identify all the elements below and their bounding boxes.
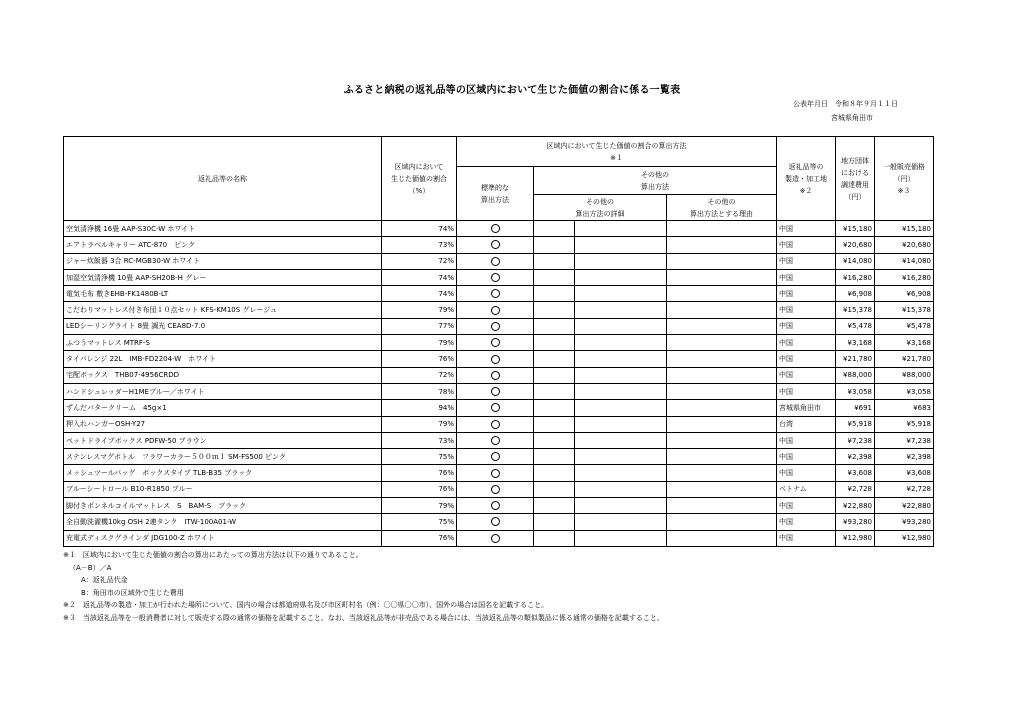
standard-method-cell <box>457 221 534 237</box>
other-method-cell <box>534 416 575 432</box>
standard-method-cell <box>457 318 534 334</box>
other-detail-cell <box>575 237 667 253</box>
table-row <box>64 400 934 416</box>
note-3: ※３ 当該返礼品等を一般消費者に対して販売する際の通常の価格を記載すること。なお、当該返礼品等が非売品である場合には、当該返礼品等の類似製品に係る通常の価格を記載すること。 <box>63 613 664 622</box>
item-name: 押入れハンガーOSH-Y27 <box>64 416 382 432</box>
other-detail-cell <box>575 367 667 383</box>
other-detail-cell <box>575 530 667 546</box>
price-cell: ¥22,880 <box>875 498 934 514</box>
standard-method-cell <box>457 253 534 269</box>
cost-cell: ¥12,980 <box>836 530 875 546</box>
price-cell: ¥12,980 <box>875 530 934 546</box>
cost-cell: ¥2,728 <box>836 481 875 497</box>
cost-cell: ¥7,238 <box>836 432 875 448</box>
other-method-cell <box>534 269 575 285</box>
header-calc-method: 区域内において生じた価値の割合の算出方法 ※１ <box>457 137 777 167</box>
cost-cell: ¥3,058 <box>836 383 875 399</box>
other-detail-cell <box>575 498 667 514</box>
item-name: 脚付きポンネルコイルマットレス S BAM-S ブラック <box>64 498 382 514</box>
origin-cell: 中国 <box>777 383 836 399</box>
origin-cell: 中国 <box>777 514 836 530</box>
publication-date: 公表年月日 令和８年９月１１日 <box>793 100 898 108</box>
ratio-cell: 76% <box>382 530 457 546</box>
ratio-cell: 73% <box>382 432 457 448</box>
price-cell: ¥21,780 <box>875 351 934 367</box>
standard-method-cell <box>457 432 534 448</box>
ratio-cell: 79% <box>382 302 457 318</box>
table-row <box>64 449 934 465</box>
other-detail-cell <box>575 351 667 367</box>
circle-mark-icon <box>491 322 500 331</box>
cost-cell: ¥6,908 <box>836 286 875 302</box>
price-cell: ¥16,280 <box>875 269 934 285</box>
other-detail-cell <box>575 465 667 481</box>
price-cell: ¥7,238 <box>875 432 934 448</box>
origin-cell: 中国 <box>777 318 836 334</box>
cost-cell: ¥3,168 <box>836 335 875 351</box>
item-name: ブルーシートロール B10-R1850 ブルー <box>64 481 382 497</box>
other-method-cell <box>534 302 575 318</box>
table-row <box>64 514 934 530</box>
price-cell: ¥14,080 <box>875 253 934 269</box>
price-cell: ¥683 <box>875 400 934 416</box>
standard-method-cell <box>457 416 534 432</box>
standard-method-cell <box>457 302 534 318</box>
standard-method-cell <box>457 335 534 351</box>
header-standard: 標準的な 算出方法 <box>457 167 534 221</box>
price-cell: ¥15,180 <box>875 221 934 237</box>
origin-cell: 中国 <box>777 335 836 351</box>
table-row <box>64 318 934 334</box>
table-row <box>64 351 934 367</box>
note-2: ※２ 返礼品等の製造・加工が行われた場所について、国内の場合は都道府県名及び市区町村名（例：〇〇県〇〇市）、国外の場合は国名を記載すること。 <box>63 601 549 609</box>
standard-method-cell <box>457 465 534 481</box>
table-row <box>64 253 934 269</box>
cost-cell: ¥20,680 <box>836 237 875 253</box>
standard-method-cell <box>457 383 534 399</box>
other-detail-cell <box>575 221 667 237</box>
header-other-detail: その他の 算出方法の詳細 <box>534 195 667 221</box>
origin-cell: 中国 <box>777 286 836 302</box>
other-method-cell <box>534 481 575 497</box>
table-row <box>64 302 934 318</box>
origin-cell: 中国 <box>777 449 836 465</box>
other-detail-cell <box>575 416 667 432</box>
other-method-cell <box>534 400 575 416</box>
other-reason-cell <box>667 237 777 253</box>
ratio-cell: 79% <box>382 335 457 351</box>
item-name: 空気清浄機 16畳 AAP-S30C-W ホワイト <box>64 221 382 237</box>
other-reason-cell <box>667 481 777 497</box>
note-1: ※１ 区域内において生じた価値の割合の算出にあたっての算出方法は以下の通りであること。 <box>63 551 363 559</box>
other-detail-cell <box>575 335 667 351</box>
table-row <box>64 383 934 399</box>
price-cell: ¥5,918 <box>875 416 934 432</box>
ratio-cell: 78% <box>382 383 457 399</box>
other-method-cell <box>534 498 575 514</box>
note-1-formula: （A－B）／A <box>69 563 112 572</box>
other-reason-cell <box>667 383 777 399</box>
price-cell: ¥20,680 <box>875 237 934 253</box>
cost-cell: ¥15,180 <box>836 221 875 237</box>
ratio-cell: 94% <box>382 400 457 416</box>
header-other: その他の 算出方法 <box>534 167 777 195</box>
other-detail-cell <box>575 302 667 318</box>
ratio-cell: 77% <box>382 318 457 334</box>
table-row <box>64 221 934 237</box>
item-name: ジャー炊飯器 3合 RC-MGB30-W ホワイト <box>64 253 382 269</box>
circle-mark-icon <box>491 420 500 429</box>
origin-cell: 中国 <box>777 498 836 514</box>
ratio-cell: 75% <box>382 514 457 530</box>
page-title: ふるさと納税の返礼品等の区域内において生じた価値の割合に係る一覧表 <box>343 85 681 96</box>
circle-mark-icon <box>491 452 500 461</box>
other-reason-cell <box>667 221 777 237</box>
ratio-cell: 79% <box>382 416 457 432</box>
cost-cell: ¥15,378 <box>836 302 875 318</box>
circle-mark-icon <box>491 469 500 478</box>
other-method-cell <box>534 514 575 530</box>
item-name: 全自動洗濯機10kg OSH 2連タンク ITW-100A01-W <box>64 514 382 530</box>
table-row <box>64 530 934 546</box>
returns-table <box>63 136 934 547</box>
cost-cell: ¥3,608 <box>836 465 875 481</box>
other-method-cell <box>534 221 575 237</box>
table-row <box>64 432 934 448</box>
cost-cell: ¥5,918 <box>836 416 875 432</box>
origin-cell: 中国 <box>777 269 836 285</box>
other-method-cell <box>534 318 575 334</box>
price-cell: ¥2,398 <box>875 449 934 465</box>
header-price: 一般販売価格 （円） ※３ <box>875 137 934 221</box>
cost-cell: ¥16,280 <box>836 269 875 285</box>
price-cell: ¥3,058 <box>875 383 934 399</box>
item-name: エアトラベルキャリー ATC-870 ピンク <box>64 237 382 253</box>
circle-mark-icon <box>491 517 500 526</box>
other-detail-cell <box>575 318 667 334</box>
other-detail-cell <box>575 400 667 416</box>
other-detail-cell <box>575 383 667 399</box>
other-method-cell <box>534 253 575 269</box>
other-reason-cell <box>667 400 777 416</box>
ratio-cell: 76% <box>382 465 457 481</box>
item-name: メッシュツールバッグ ボックスタイプ TLB-B35 ブラック <box>64 465 382 481</box>
note-1-b: B：角田市の区域外で生じた費用 <box>81 588 184 597</box>
circle-mark-icon <box>491 485 500 494</box>
item-name: ペットドライブボックス PDFW-50 ブラウン <box>64 432 382 448</box>
other-method-cell <box>534 351 575 367</box>
origin-cell: 中国 <box>777 432 836 448</box>
price-cell: ¥15,378 <box>875 302 934 318</box>
price-cell: ¥3,168 <box>875 335 934 351</box>
origin-cell: 中国 <box>777 367 836 383</box>
ratio-cell: 79% <box>382 498 457 514</box>
origin-cell: 中国 <box>777 351 836 367</box>
standard-method-cell <box>457 237 534 253</box>
circle-mark-icon <box>491 289 500 298</box>
table-row <box>64 286 934 302</box>
origin-cell: 中国 <box>777 530 836 546</box>
circle-mark-icon <box>491 338 500 347</box>
table-row <box>64 498 934 514</box>
ratio-cell: 72% <box>382 253 457 269</box>
other-reason-cell <box>667 530 777 546</box>
price-cell: ¥93,280 <box>875 514 934 530</box>
other-reason-cell <box>667 465 777 481</box>
ratio-cell: 73% <box>382 237 457 253</box>
standard-method-cell <box>457 514 534 530</box>
standard-method-cell <box>457 367 534 383</box>
item-name: ずんだバタークリーム 45g×1 <box>64 400 382 416</box>
circle-mark-icon <box>491 436 500 445</box>
table-row <box>64 481 934 497</box>
price-cell: ¥5,478 <box>875 318 934 334</box>
standard-method-cell <box>457 351 534 367</box>
other-reason-cell <box>667 351 777 367</box>
standard-method-cell <box>457 481 534 497</box>
city-name: 宮城県角田市 <box>831 114 873 122</box>
item-name: タイパレンジ 22L IMB-FD2204-W ホワイト <box>64 351 382 367</box>
ratio-cell: 75% <box>382 449 457 465</box>
other-reason-cell <box>667 318 777 334</box>
table-row <box>64 237 934 253</box>
ratio-cell: 76% <box>382 351 457 367</box>
other-method-cell <box>534 367 575 383</box>
other-detail-cell <box>575 269 667 285</box>
other-method-cell <box>534 432 575 448</box>
table-row <box>64 416 934 432</box>
notes <box>63 549 664 624</box>
other-detail-cell <box>575 514 667 530</box>
table-row <box>64 367 934 383</box>
price-cell: ¥3,608 <box>875 465 934 481</box>
origin-cell: 中国 <box>777 302 836 318</box>
circle-mark-icon <box>491 387 500 396</box>
note-1-a: A：返礼品代金 <box>81 576 128 584</box>
other-detail-cell <box>575 253 667 269</box>
cost-cell: ¥93,280 <box>836 514 875 530</box>
circle-mark-icon <box>491 355 500 364</box>
ratio-cell: 74% <box>382 269 457 285</box>
price-cell: ¥88,000 <box>875 367 934 383</box>
cost-cell: ¥2,398 <box>836 449 875 465</box>
other-reason-cell <box>667 302 777 318</box>
other-detail-cell <box>575 449 667 465</box>
other-reason-cell <box>667 449 777 465</box>
circle-mark-icon <box>491 306 500 315</box>
circle-mark-icon <box>491 403 500 412</box>
price-cell: ¥6,908 <box>875 286 934 302</box>
origin-cell: 中国 <box>777 237 836 253</box>
ratio-cell: 74% <box>382 286 457 302</box>
cost-cell: ¥21,780 <box>836 351 875 367</box>
ratio-cell: 74% <box>382 221 457 237</box>
circle-mark-icon <box>491 224 500 233</box>
header-other-reason: その他の 算出方法とする理由 <box>667 195 777 221</box>
cost-cell: ¥5,478 <box>836 318 875 334</box>
other-reason-cell <box>667 514 777 530</box>
cost-cell: ¥88,000 <box>836 367 875 383</box>
item-name: ふつうマットレス MTRF-S <box>64 335 382 351</box>
other-reason-cell <box>667 416 777 432</box>
origin-cell: 中国 <box>777 253 836 269</box>
ratio-cell: 72% <box>382 367 457 383</box>
item-name: 電気毛布 敷きEHB-FK1480B-LT <box>64 286 382 302</box>
origin-cell: 宮城県角田市 <box>777 400 836 416</box>
circle-mark-icon <box>491 501 500 510</box>
standard-method-cell <box>457 530 534 546</box>
table-row <box>64 465 934 481</box>
other-reason-cell <box>667 432 777 448</box>
other-method-cell <box>534 237 575 253</box>
header-name: 返礼品等の名称 <box>64 137 382 221</box>
cost-cell: ¥22,880 <box>836 498 875 514</box>
other-reason-cell <box>667 498 777 514</box>
other-method-cell <box>534 335 575 351</box>
circle-mark-icon <box>491 257 500 266</box>
item-name: ステンレスマグボトル フラワーカラー５００ｍｌ SM-FS500 ピンク <box>64 449 382 465</box>
item-name: LEDシーリングライト 8畳 調光 CEA8D-7.0 <box>64 318 382 334</box>
origin-cell: 中国 <box>777 465 836 481</box>
item-name: 宅配ボックス THB07-4956CRDD <box>64 367 382 383</box>
other-method-cell <box>534 465 575 481</box>
item-name: 充電式ディスクグラインダ JDG100-Z ホワイト <box>64 530 382 546</box>
other-reason-cell <box>667 286 777 302</box>
origin-cell: 中国 <box>777 221 836 237</box>
item-name: 加湿空気清浄機 10畳 AAP-SH20B-H グレー <box>64 269 382 285</box>
header-origin: 返礼品等の 製造・加工地 ※２ <box>777 137 836 221</box>
other-detail-cell <box>575 481 667 497</box>
standard-method-cell <box>457 400 534 416</box>
standard-method-cell <box>457 269 534 285</box>
table-row <box>64 335 934 351</box>
item-name: ハンドシュレッダーH1MEブルー／ホワイト <box>64 383 382 399</box>
other-method-cell <box>534 383 575 399</box>
other-method-cell <box>534 286 575 302</box>
circle-mark-icon <box>491 371 500 380</box>
other-reason-cell <box>667 335 777 351</box>
cost-cell: ¥691 <box>836 400 875 416</box>
standard-method-cell <box>457 449 534 465</box>
origin-cell: ベトナム <box>777 481 836 497</box>
other-reason-cell <box>667 253 777 269</box>
other-detail-cell <box>575 286 667 302</box>
other-detail-cell <box>575 432 667 448</box>
cost-cell: ¥14,080 <box>836 253 875 269</box>
circle-mark-icon <box>491 534 500 543</box>
price-cell: ¥2,728 <box>875 481 934 497</box>
standard-method-cell <box>457 498 534 514</box>
other-method-cell <box>534 449 575 465</box>
circle-mark-icon <box>491 273 500 282</box>
item-name: こだわりマットレス付き布団１０点セット KFS-KM10S グレージュ <box>64 302 382 318</box>
table-row <box>64 269 934 285</box>
header-cost: 地方団体 における 調達費用 （円） <box>836 137 875 221</box>
other-reason-cell <box>667 269 777 285</box>
header-ratio: 区域内において 生じた価値の割合 （%） <box>382 137 457 221</box>
origin-cell: 台湾 <box>777 416 836 432</box>
ratio-cell: 76% <box>382 481 457 497</box>
circle-mark-icon <box>491 240 500 249</box>
standard-method-cell <box>457 286 534 302</box>
other-reason-cell <box>667 367 777 383</box>
other-method-cell <box>534 530 575 546</box>
